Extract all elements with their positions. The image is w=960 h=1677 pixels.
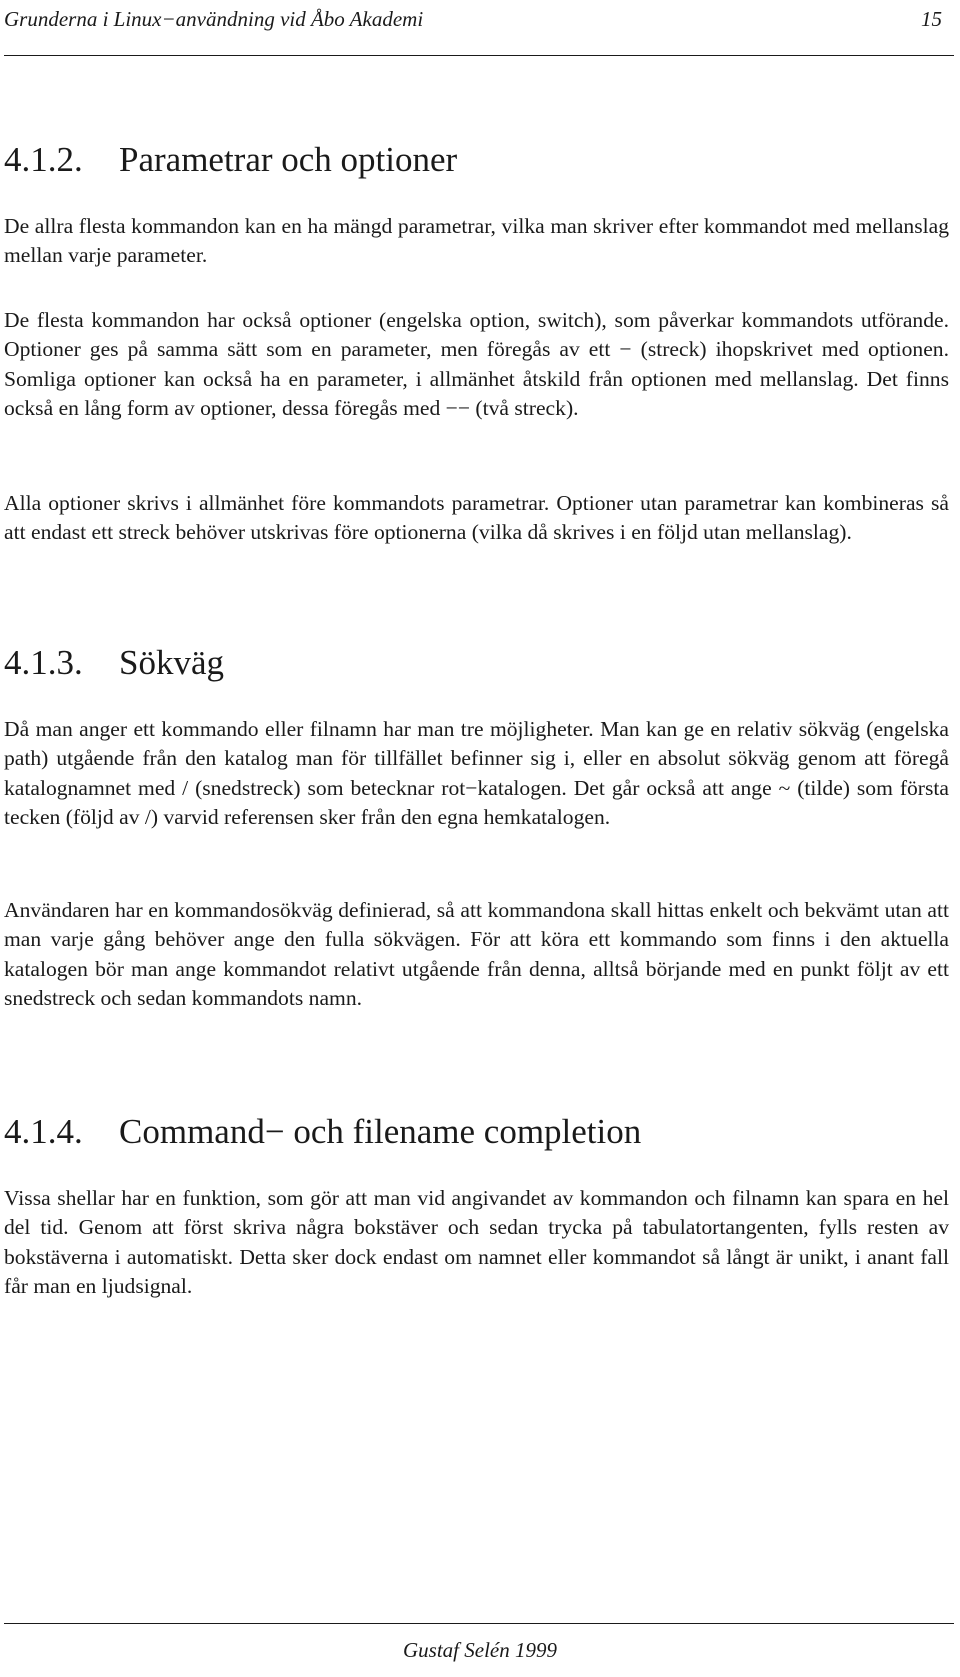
running-header xyxy=(0,0,960,60)
paragraph: Då man anger ett kommando eller filnamn har man tre möjligheter. Man kan ge en relativ sökväg (engelska path) utgående från den katalog man för tillfället befinner sig i, eller en absolut sökväg genom att föregå katalognamnet med / (snedstreck) som betecknar rot−katalogen. Det går också att ange ~ (tilde) som första tecken (följd av /) varvid referensen sker från den egna hemkatalogen. xyxy=(4,717,949,830)
section-number: 4.1.2. xyxy=(4,140,83,179)
section-heading xyxy=(4,1110,641,1154)
section-number: 4.1.3. xyxy=(4,643,83,682)
header-title: Grunderna i Linux−användning vid Åbo Akademi xyxy=(4,7,424,31)
footer-rule xyxy=(4,1623,954,1624)
section-title: Sökväg xyxy=(119,643,224,682)
paragraph: De flesta kommandon har också optioner (engelska option, switch), som påverkar kommandots utförande. Optioner ges på samma sätt som en parameter, men föregås av ett − (streck) ihopskrivet med optionen. Somliga optioner kan också ha en parameter, i allmänhet åtskild från optionen med mellanslag. Det finns också en lång form av optioner, dessa föregås med −− (två streck). xyxy=(4,308,949,421)
section-title: Parametrar och optioner xyxy=(119,140,458,179)
section-heading xyxy=(4,641,224,685)
header-rule xyxy=(4,55,954,56)
paragraph: Alla optioner skrivs i allmänhet före kommandots parametrar. Optioner utan parametrar kan kombineras så att endast ett streck behöver utskrivas före optionerna (vilka då skrives i en följd utan mellanslag). xyxy=(4,491,949,545)
paragraph: Användaren har en kommandosökväg definierad, så att kommandona skall hittas enkelt och bekvämt utan att man varje gång behöver ange den fulla sökvägen. För att köra ett kommando som finns i den aktuella katalogen bör man ange kommandot relativt utgående från denna, alltså börjande med en punkt följt av ett snedstreck och sedan kommandots namn. xyxy=(4,898,949,1011)
paragraph: Vissa shellar har en funktion, som gör att man vid angivandet av kommandon och filnamn kan spara en hel del tid. Genom att först skriva några bokstäver och sedan trycka på tabulatortangenten, fylls resten av bokstäverna i automatiskt. Detta sker dock endast om namnet eller kommandot så långt är unikt, i anant fall får man en ljudsignal. xyxy=(4,1186,949,1299)
section-heading xyxy=(4,138,457,182)
paragraph: De allra flesta kommandon kan en ha mängd parametrar, vilka man skriver efter kommandot med mellanslag mellan varje parameter. xyxy=(4,214,949,268)
section-number: 4.1.4. xyxy=(4,1112,83,1151)
footer-author: Gustaf Selén 1999 xyxy=(403,1638,557,1662)
section-title: Command− och filename completion xyxy=(119,1112,642,1151)
page-number: 15 xyxy=(921,7,942,31)
